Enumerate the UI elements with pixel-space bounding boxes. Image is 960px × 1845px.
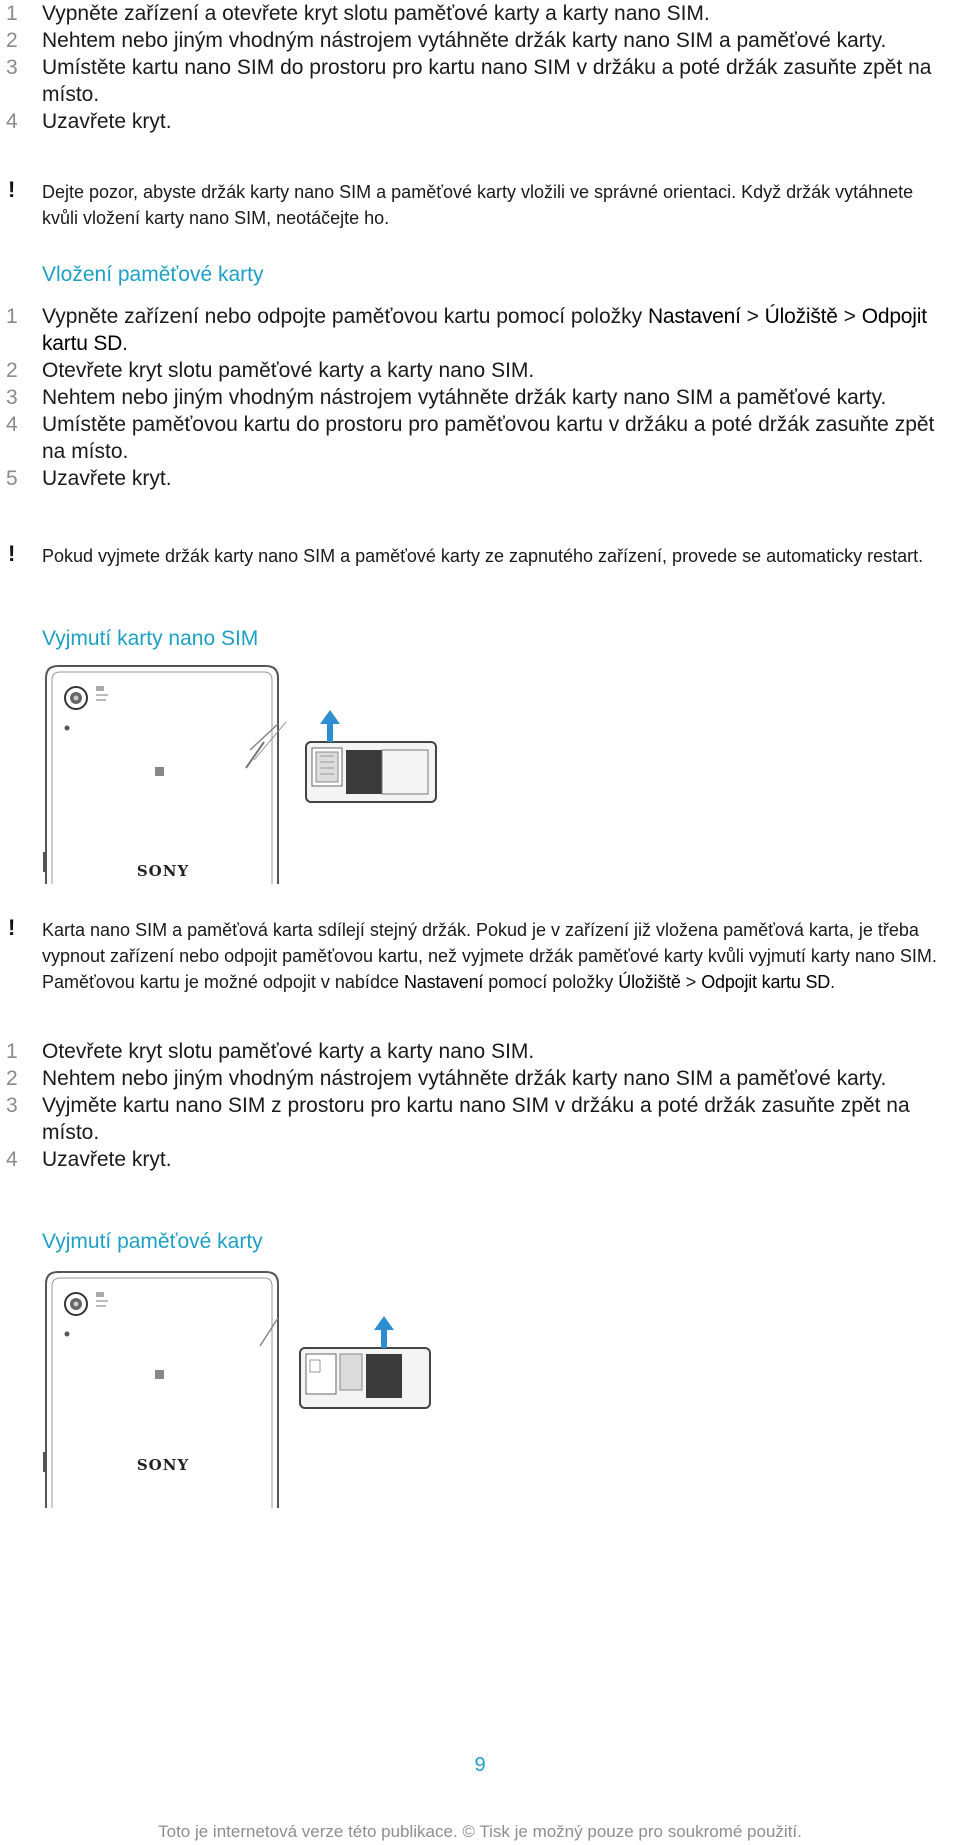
menu-path-settings: Nastavení: [403, 972, 484, 992]
step-item: [0, 27, 940, 54]
path-separator: >: [837, 305, 862, 328]
step-number: 2: [6, 359, 18, 382]
warning-icon: !: [8, 541, 16, 566]
path-separator: >: [680, 972, 702, 992]
step-item: [0, 108, 940, 135]
menu-path-storage: Úložiště: [764, 305, 838, 328]
footer-copyright: Toto je internetová verze této publikace. © Tisk je možný pouze pro soukromé použití.: [158, 1822, 802, 1841]
step-text: Vypněte zařízení nebo odpojte paměťovou kartu pomocí položky: [42, 305, 648, 328]
path-separator: >: [740, 305, 765, 328]
step-number: 1: [6, 2, 18, 25]
step-text: Umístěte paměťovou kartu do prostoru pro paměťovou kartu v držáku a poté držák zasuňte zpět na místo.: [42, 413, 935, 463]
step-text: Nehtem nebo jiným vhodným nástrojem vytáhněte držák karty nano SIM a paměťové karty.: [42, 386, 887, 409]
warning-note: [0, 543, 940, 569]
steps-insert-sim: [0, 0, 940, 135]
step-text: Umístěte kartu nano SIM do prostoru pro kartu nano SIM v držáku a poté držák zasuňte zpět na místo.: [42, 56, 932, 106]
note-text: pomocí položky: [483, 972, 619, 992]
menu-path-unmount-sd: Odpojit kartu SD: [42, 305, 927, 355]
page-number: 9: [474, 1754, 486, 1776]
step-number: 3: [6, 386, 18, 409]
step-text: Uzavřete kryt.: [42, 467, 172, 490]
section-heading-remove-sim: Vyjmutí karty nano SIM: [42, 627, 259, 650]
step-text: Uzavřete kryt.: [42, 110, 172, 133]
steps-remove-sim: [0, 1038, 940, 1173]
warning-note: [0, 179, 940, 231]
step-item: [0, 411, 940, 465]
note-text-end: .: [830, 972, 836, 992]
step-number: 1: [6, 305, 18, 328]
step-text: Nehtem nebo jiným vhodným nástrojem vytáhněte držák karty nano SIM a paměťové karty.: [42, 29, 887, 52]
step-number: 1: [6, 1040, 18, 1063]
warning-icon: !: [8, 915, 16, 940]
menu-path-settings: Nastavení: [647, 305, 741, 328]
step-item: [0, 465, 940, 492]
step-text: Vyjměte kartu nano SIM z prostoru pro kartu nano SIM v držáku a poté držák zasuňte zpět na místo.: [42, 1094, 910, 1144]
step-number: 3: [6, 56, 18, 79]
step-number: 4: [6, 110, 18, 133]
brand-logo: SONY: [136, 862, 190, 880]
step-item: [0, 1065, 940, 1092]
step-text: Vypněte zařízení a otevřete kryt slotu paměťové karty a karty nano SIM.: [42, 2, 710, 25]
step-item: [0, 384, 940, 411]
menu-path-unmount-sd: Odpojit kartu SD: [701, 972, 831, 992]
step-item: [0, 303, 940, 357]
step-number: 4: [6, 413, 18, 436]
warning-text: Pokud vyjmete držák karty nano SIM a paměťové karty ze zapnutého zařízení, provede se automaticky restart.: [42, 546, 924, 566]
step-number: 5: [6, 467, 18, 490]
step-item: [0, 1038, 940, 1065]
step-text: Otevřete kryt slotu paměťové karty a karty nano SIM.: [42, 359, 535, 382]
section-heading-remove-memory-card: Vyjmutí paměťové karty: [42, 1230, 263, 1253]
step-text: Uzavřete kryt.: [42, 1148, 172, 1171]
step-item: [0, 1146, 940, 1173]
step-number: 4: [6, 1148, 18, 1171]
step-text-end: .: [122, 332, 128, 355]
figure-remove-memory-card-illustration: [40, 1268, 460, 1508]
warning-text: Dejte pozor, abyste držák karty nano SIM a paměťové karty vložili ve správné orientaci. Když držák vytáhnete kvůli vložení karty nano SIM, neotáčejte ho.: [42, 182, 914, 228]
step-number: 3: [6, 1094, 18, 1117]
step-text: Otevřete kryt slotu paměťové karty a karty nano SIM.: [42, 1040, 535, 1063]
step-item: [0, 1092, 940, 1146]
step-item: [0, 0, 940, 27]
step-item: [0, 357, 940, 384]
step-number: 2: [6, 29, 18, 52]
step-number: 2: [6, 1067, 18, 1090]
step-item: [0, 54, 940, 108]
warning-icon: !: [8, 177, 16, 202]
note-text: Karta nano SIM a paměťová karta sdílejí stejný držák. Pokud je v zařízení již vložena paměťová karta, je třeba vypnout zařízení nebo odpojit paměťovou kartu, než vyjmete držák paměťové karty kvůli vyjmutí karty nano SIM. Paměťovou kartu je možné odpojit v nabídce: [42, 920, 937, 992]
menu-path-storage: Úložiště: [618, 972, 681, 992]
info-note: [0, 917, 940, 995]
figure-remove-sim-illustration: [40, 662, 460, 884]
step-text: Nehtem nebo jiným vhodným nástrojem vytáhněte držák karty nano SIM a paměťové karty.: [42, 1067, 887, 1090]
steps-insert-memory-card: [0, 303, 940, 492]
brand-logo: SONY: [136, 1456, 190, 1474]
section-heading-insert-memory-card: Vložení paměťové karty: [42, 263, 264, 286]
